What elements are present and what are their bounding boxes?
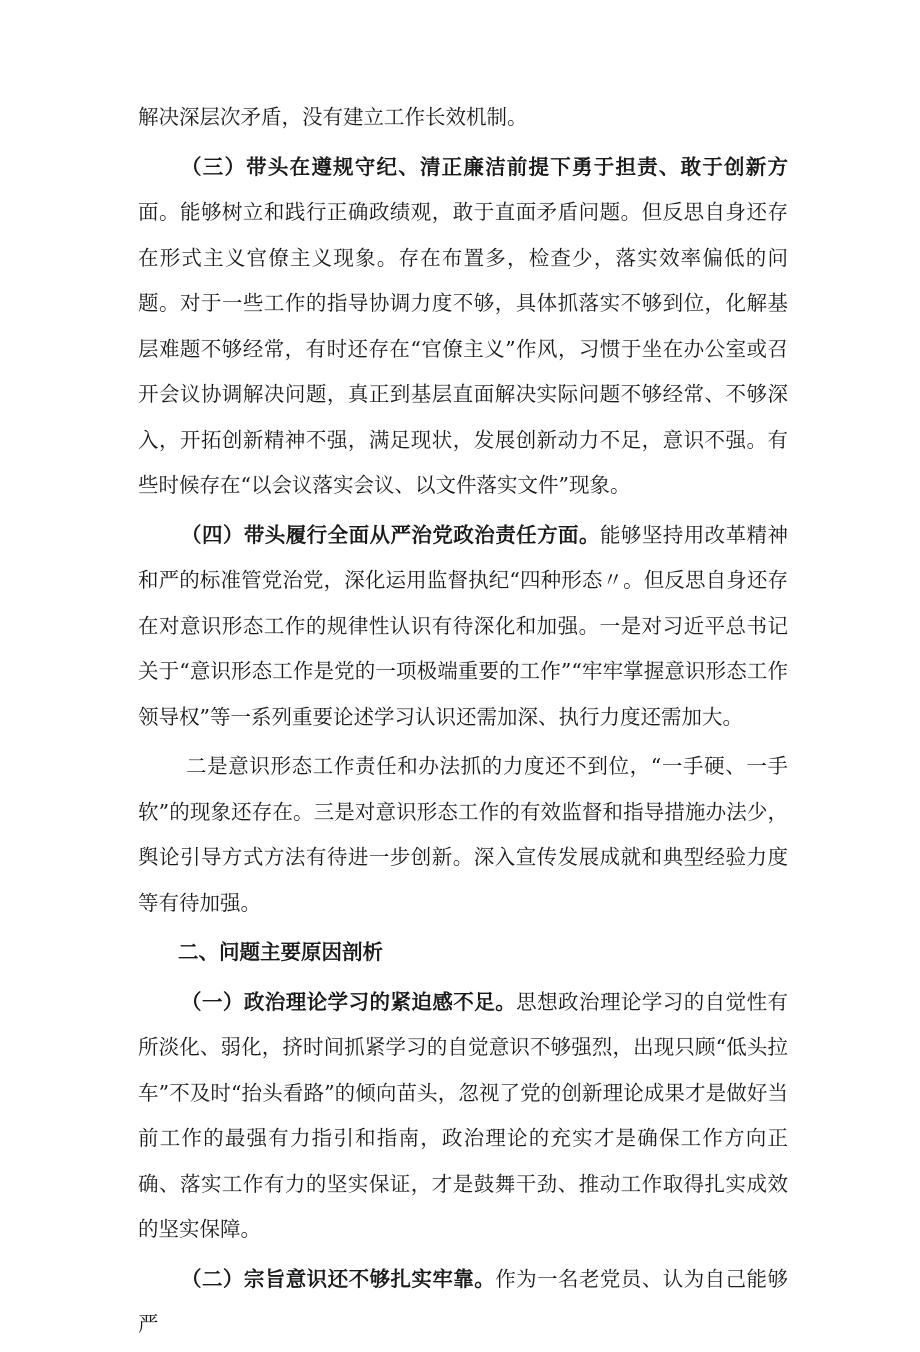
paragraph-lead: （四）带头履行全面从严治党政治责任方面。	[181, 522, 600, 547]
paragraph-continuation	[138, 95, 788, 141]
paragraph-ideology	[138, 744, 788, 926]
paragraph-cause-1	[138, 980, 788, 1253]
paragraph-text: 能够坚持用改革精神和严的标准管党治党，深化运用监督执纪“四种形态〃。但反思自身还存在对意识形态工作的规律性认识有待深化和加强。一是对习近平总书记关于“意识形态工作是党的一项极端重要的工作”“牢牢掌握意识形态工作领导权”等一系列重要论述学习认识还需加深、执行力度还需加大。	[138, 522, 789, 729]
heading-text: 二、问题主要原因剖析	[178, 940, 383, 964]
section-heading-causes	[138, 930, 788, 976]
paragraph-text: 二是意识形态工作责任和办法抓的力度还不到位，“一手硬、一手软”的现象还存在。三是对意识形态工作的有效监督和指导措施办法少，舆论引导方式方法有待进一步创新。深入宣传发展成就和典型经验力度等有待加强。	[138, 754, 788, 915]
paragraph-lead: （三）带头在遵规守纪、清正廉洁前提下勇于担责、敢于创新方	[181, 154, 788, 179]
paragraph-text: 面。能够树立和践行正确政绩观，敢于直面矛盾问题。但反思自身还存在形式主义官僚主义现象。存在布置多，检查少，落实效率偏低的问题。对于一些工作的指导协调力度不够，具体抓落实不够到位，化解基层难题不够经常，有时还存在“官僚主义”作风，习惯于坐在办公室或召开会议协调解决问题，真正到基层直面解决实际问题不够经常、不够深入，开拓创新精神不强，满足现状，发展创新动力不足，意识不强。有些时候存在“以会议落实会议、以文件落实文件”现象。	[138, 200, 788, 497]
paragraph-section-3	[138, 145, 788, 509]
paragraph-section-4	[138, 513, 788, 741]
paragraph-text: 解决深层次矛盾，没有建立工作长效机制。	[138, 105, 528, 129]
document-page	[138, 95, 788, 1352]
paragraph-text: 作为一名老党员、认为自己能够严	[138, 1266, 789, 1336]
paragraph-text: 思想政治理论学习的自觉性有所淡化、弱化，挤时间抓紧学习的自觉意识不够强烈，出现只顾“低头拉车”不及时“抬头看路”的倾向苗头，忽视了党的创新理论成果才是做好当前工作的最强有力指引和指南，政治理论的充实才是确保工作方向正确、落实工作有力的坚实保证，才是鼓舞干劲、推动工作取得扎实成效的坚实保障。	[138, 989, 789, 1241]
paragraph-lead: （二）宗旨意识还不够扎实牢靠。	[181, 1266, 496, 1291]
paragraph-lead: （一）政治理论学习的紧迫感不足。	[181, 989, 517, 1014]
paragraph-cause-2	[138, 1257, 788, 1348]
